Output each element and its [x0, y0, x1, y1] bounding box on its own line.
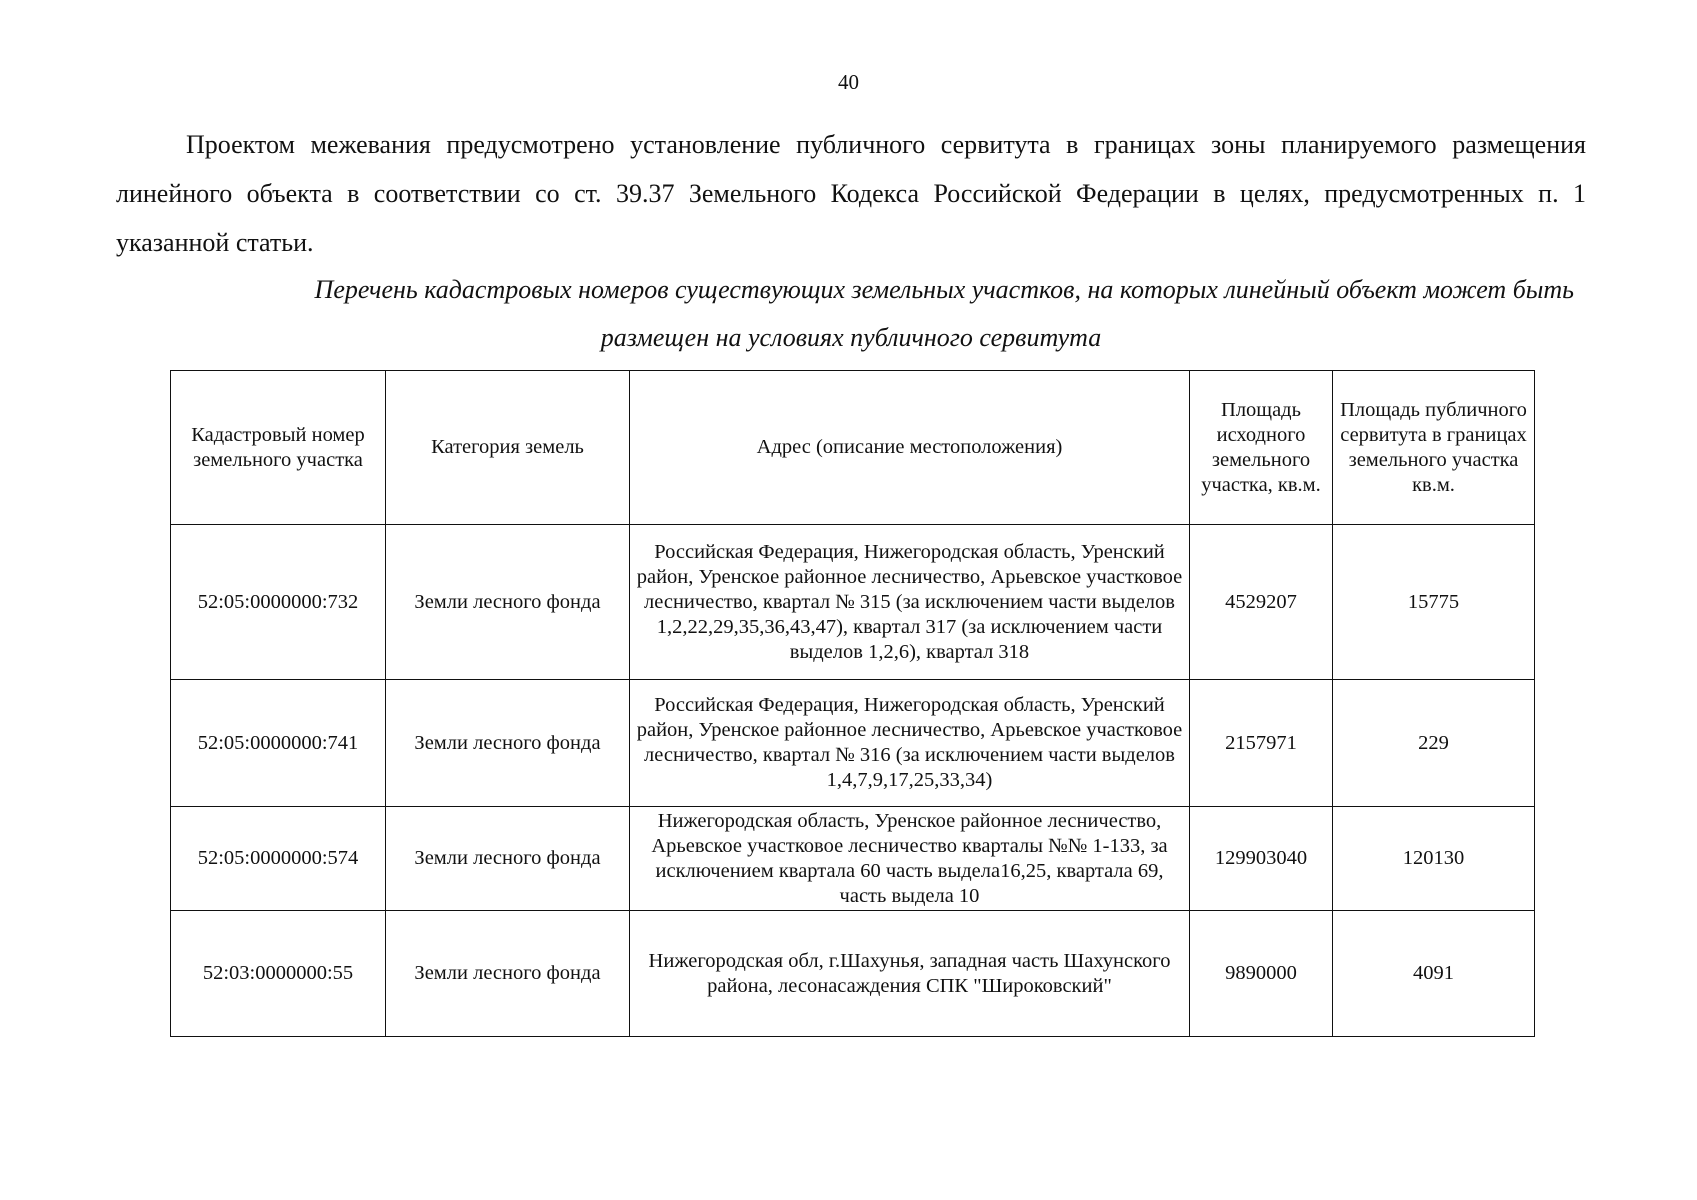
- header-land-category: Категория земель: [386, 371, 630, 525]
- list-heading: [116, 266, 1586, 362]
- table-row: [171, 807, 1535, 911]
- servitude-area-cell: 120130: [1333, 807, 1535, 911]
- cadastral-number-cell: 52:05:0000000:574: [171, 807, 386, 911]
- header-servitude-area: Площадь публичного сервитута в границах земельного участка кв.м.: [1333, 371, 1535, 525]
- page-number: 40: [838, 70, 859, 94]
- header-address: Адрес (описание местоположения): [630, 371, 1190, 525]
- table-header-row: [171, 371, 1535, 525]
- address-cell: Нижегородская обл, г.Шахунья, западная часть Шахунского района, лесонасаждения СПК "Широковский": [630, 911, 1190, 1037]
- address-cell: Российская Федерация, Нижегородская область, Уренский район, Уренское районное лесничество, Арьевское участковое лесничество, квартал № 316 (за исключением части выделов 1,4,7,9,17,25,33,34): [630, 680, 1190, 807]
- cadastral-number-cell: 52:05:0000000:741: [171, 680, 386, 807]
- servitude-area-cell: 229: [1333, 680, 1535, 807]
- address-cell: Нижегородская область, Уренское районное лесничество, Арьевское участковое лесничество кварталы №№ 1-133, за исключением квартала 60 часть выдела16,25, квартала 69, часть выдела 10: [630, 807, 1190, 911]
- plot-area-cell: 4529207: [1190, 525, 1333, 680]
- land-category-cell: Земли лесного фонда: [386, 911, 630, 1037]
- plot-area-cell: 9890000: [1190, 911, 1333, 1037]
- body-paragraph: Проектом межевания предусмотрено установление публичного сервитута в границах зоны планируемого размещения линейного объекта в соответствии со ст. 39.37 Земельного Кодекса Российской Федерации в целях, предусмотренных п. 1 указанной статьи.: [116, 130, 1586, 257]
- cadastral-number-cell: 52:05:0000000:732: [171, 525, 386, 680]
- header-plot-area: Площадь исходного земельного участка, кв.м.: [1190, 371, 1333, 525]
- table-row: [171, 525, 1535, 680]
- table-row: [171, 911, 1535, 1037]
- header-cadastral-number: Кадастровый номер земельного участка: [171, 371, 386, 525]
- table-row: [171, 680, 1535, 807]
- address-cell: Российская Федерация, Нижегородская область, Уренский район, Уренское районное лесничество, Арьевское участковое лесничество, квартал № 315 (за исключением части выделов 1,2,22,29,35,36,43,47), квартал 317 (за исключением части выделов 1,2,6), квартал 318: [630, 525, 1190, 680]
- servitude-area-cell: 15775: [1333, 525, 1535, 680]
- cadastral-number-cell: 52:03:0000000:55: [171, 911, 386, 1037]
- land-category-cell: Земли лесного фонда: [386, 680, 630, 807]
- list-heading-line-2: размещен на условиях публичного сервитута: [600, 323, 1102, 352]
- plot-area-cell: 2157971: [1190, 680, 1333, 807]
- servitude-area-cell: 4091: [1333, 911, 1535, 1037]
- servitude-table: [170, 370, 1535, 1037]
- plot-area-cell: 129903040: [1190, 807, 1333, 911]
- list-heading-line-1: Перечень кадастровых номеров существующих земельных участков, на которых линейный объект может быть: [314, 275, 1574, 304]
- land-category-cell: Земли лесного фонда: [386, 525, 630, 680]
- land-category-cell: Земли лесного фонда: [386, 807, 630, 911]
